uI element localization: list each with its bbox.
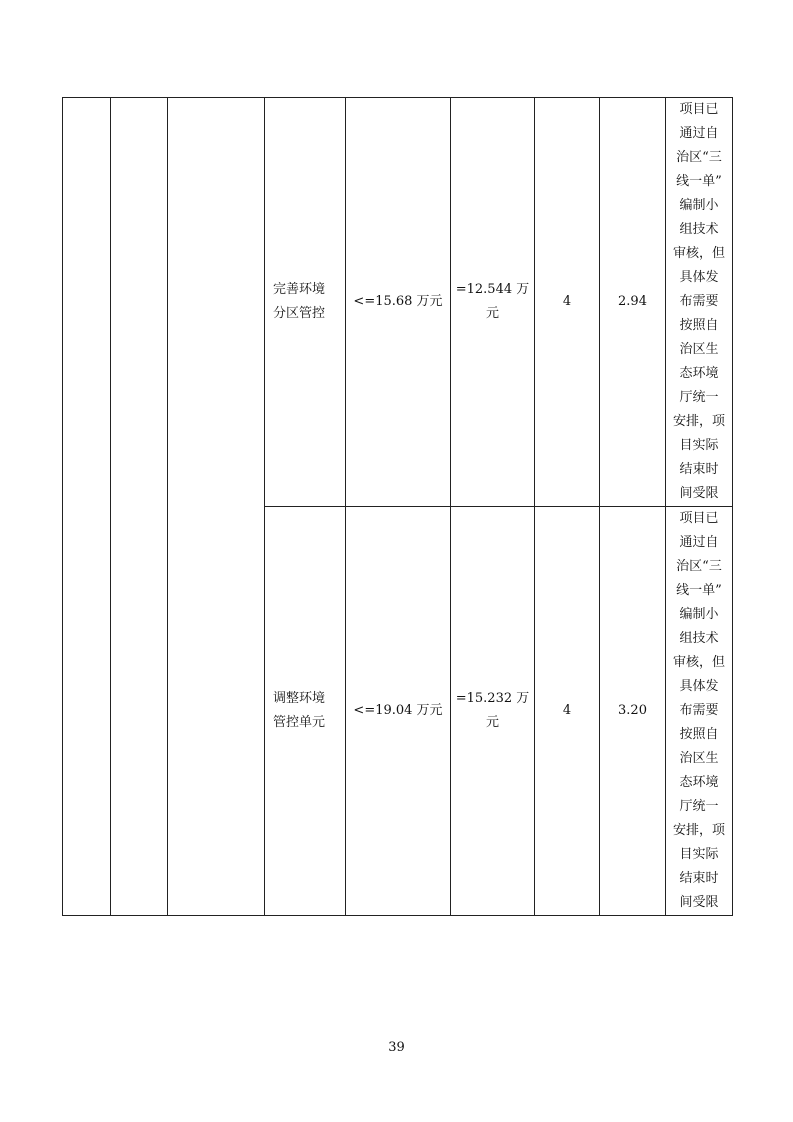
note-text: 治区“三 xyxy=(676,559,722,574)
weight-cell: 4 xyxy=(535,98,600,507)
note-text: 具体发 xyxy=(679,679,719,694)
table-row xyxy=(63,98,733,507)
score-cell: 2.94 xyxy=(600,98,666,507)
indicator-text: 管控单元 xyxy=(273,715,326,730)
note-text: 厅统一 xyxy=(679,799,719,814)
note-text: 安排，项 xyxy=(672,823,725,838)
actual-value-text: 元 xyxy=(485,715,499,730)
note-text: 结束时 xyxy=(679,462,719,477)
note-text: 线一单” xyxy=(676,174,722,189)
weight-cell: 4 xyxy=(535,507,600,916)
indicator-text: 调整环境 xyxy=(273,691,326,706)
note-text: 编制小 xyxy=(679,607,719,622)
note-text: 治区生 xyxy=(679,751,719,766)
note-text: 通过自 xyxy=(679,126,719,141)
target-value-text: <=15.68 万元 xyxy=(353,294,443,309)
note-text: 通过自 xyxy=(679,535,719,550)
note-text: 按照自 xyxy=(679,727,719,742)
note-text: 审核，但 xyxy=(672,655,725,670)
note-text: 治区生 xyxy=(679,342,719,357)
note-text: 态环境 xyxy=(679,775,719,790)
note-text: 结束时 xyxy=(679,871,719,886)
note-text: 具体发 xyxy=(679,270,719,285)
note-text: 组技术 xyxy=(679,631,719,646)
page-number: 39 xyxy=(388,1040,405,1055)
actual-value-text: =15.232 万 xyxy=(455,691,530,706)
performance-table xyxy=(62,97,733,916)
note-text: 目实际 xyxy=(679,438,719,453)
category-cell-level1 xyxy=(63,98,111,916)
actual-value-text: 元 xyxy=(485,306,499,321)
note-cell xyxy=(666,507,733,916)
target-value-cell xyxy=(346,98,451,507)
note-text: 间受限 xyxy=(679,895,719,910)
note-text: 编制小 xyxy=(679,198,719,213)
indicator-text: 完善环境 xyxy=(273,282,326,297)
note-text: 布需要 xyxy=(679,294,719,309)
actual-value-cell xyxy=(451,98,535,507)
note-text: 布需要 xyxy=(679,703,719,718)
note-text: 目实际 xyxy=(679,847,719,862)
category-cell-level3 xyxy=(168,98,265,916)
target-value-cell xyxy=(346,507,451,916)
note-text: 治区“三 xyxy=(676,150,722,165)
note-text: 项目已 xyxy=(679,511,719,526)
target-value-text: <=19.04 万元 xyxy=(353,703,443,718)
note-text: 组技术 xyxy=(679,222,719,237)
note-text: 态环境 xyxy=(679,366,719,381)
note-text: 安排，项 xyxy=(672,414,725,429)
note-text: 项目已 xyxy=(679,102,719,117)
note-text: 线一单” xyxy=(676,583,722,598)
indicator-cell xyxy=(265,507,346,916)
note-text: 按照自 xyxy=(679,318,719,333)
note-text: 审核，但 xyxy=(672,246,725,261)
actual-value-cell xyxy=(451,507,535,916)
indicator-text: 分区管控 xyxy=(273,306,326,321)
indicator-cell xyxy=(265,98,346,507)
note-text: 厅统一 xyxy=(679,390,719,405)
actual-value-text: =12.544 万 xyxy=(455,282,530,297)
category-cell-level2 xyxy=(111,98,168,916)
note-text: 间受限 xyxy=(679,486,719,501)
note-cell xyxy=(666,98,733,507)
score-cell: 3.20 xyxy=(600,507,666,916)
